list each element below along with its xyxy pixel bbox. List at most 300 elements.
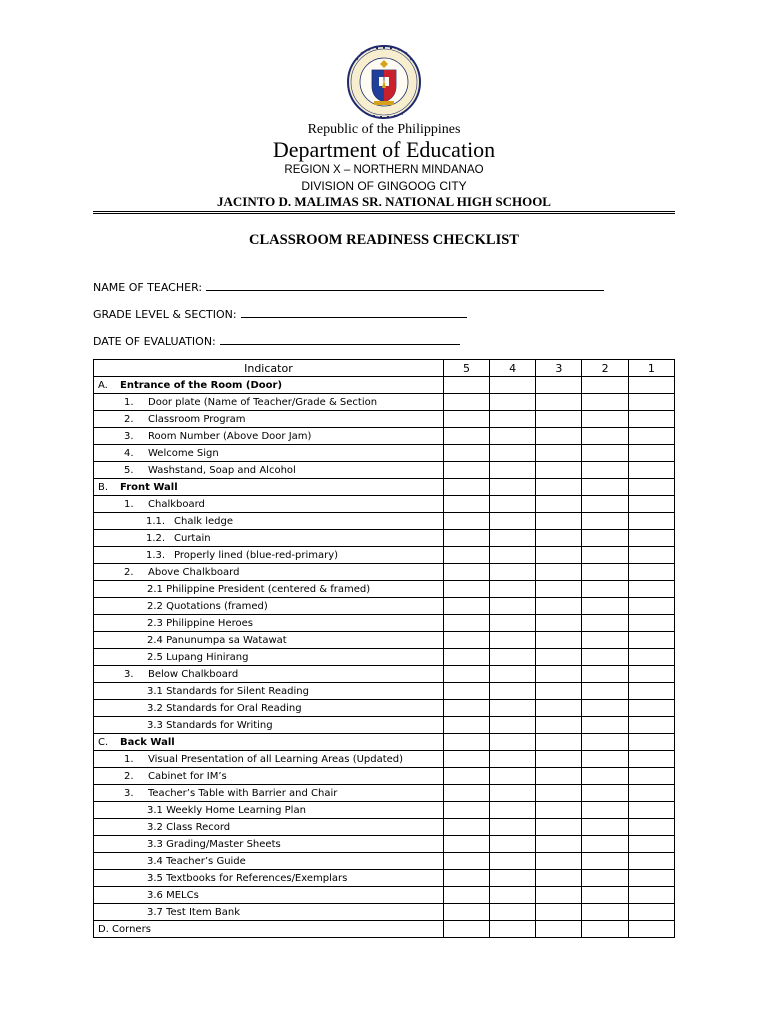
score-cell[interactable] — [443, 666, 489, 683]
score-cell[interactable] — [536, 445, 582, 462]
score-cell[interactable] — [443, 836, 489, 853]
indicator-cell — [94, 411, 444, 428]
score-cell[interactable] — [443, 802, 489, 819]
score-cell[interactable] — [490, 717, 536, 734]
indicator-cell — [94, 513, 444, 530]
table-row — [94, 564, 675, 581]
score-cell[interactable] — [490, 819, 536, 836]
indicator-cell — [94, 564, 444, 581]
score-cell[interactable] — [628, 377, 674, 394]
indicator-label: 2.5 Lupang Hinirang — [147, 651, 249, 663]
indicator-label: Door plate (Name of Teacher/Grade & Section — [148, 396, 378, 408]
score-cell[interactable] — [536, 564, 582, 581]
indicator-cell — [94, 751, 444, 768]
score-cell[interactable] — [443, 377, 489, 394]
score-cell[interactable] — [490, 564, 536, 581]
score-cell[interactable] — [628, 547, 674, 564]
score-cell[interactable] — [628, 513, 674, 530]
score-cell[interactable] — [628, 581, 674, 598]
indicator-cell — [94, 683, 444, 700]
score-cell[interactable] — [628, 445, 674, 462]
school-heading: JACINTO D. MALIMAS SR. NATIONAL HIGH SCHOOL — [217, 194, 551, 209]
indicator-cell — [94, 377, 444, 394]
score-cell[interactable] — [628, 479, 674, 496]
indicator-label: Classroom Program — [148, 413, 246, 425]
indicator-label: D. Corners — [98, 923, 151, 935]
score-cell[interactable] — [443, 394, 489, 411]
score-cell[interactable] — [536, 547, 582, 564]
score-cell[interactable] — [443, 649, 489, 666]
score-cell[interactable] — [628, 564, 674, 581]
score-cell[interactable] — [582, 530, 628, 547]
table-row — [94, 717, 675, 734]
score-cell[interactable] — [582, 768, 628, 785]
score-cell[interactable] — [490, 394, 536, 411]
score-cell[interactable] — [536, 632, 582, 649]
indicator-label: Curtain — [174, 532, 211, 544]
indicator-number: 2. — [124, 413, 134, 425]
score-cell[interactable] — [536, 666, 582, 683]
table-row — [94, 734, 675, 751]
indicator-label: 2.2 Quotations (framed) — [147, 600, 268, 612]
score-cell[interactable] — [536, 683, 582, 700]
table-row — [94, 649, 675, 666]
score-cell[interactable] — [536, 462, 582, 479]
grade-section-label: GRADE LEVEL & SECTION: — [93, 308, 237, 321]
score-cell[interactable] — [490, 615, 536, 632]
table-row — [94, 581, 675, 598]
score-cell[interactable] — [582, 428, 628, 445]
score-cell[interactable] — [536, 768, 582, 785]
score-cell[interactable] — [582, 666, 628, 683]
score-cell[interactable] — [582, 547, 628, 564]
score-cell[interactable] — [536, 717, 582, 734]
indicator-label: Welcome Sign — [148, 447, 219, 459]
indicator-cell — [94, 887, 444, 904]
score-cell[interactable] — [536, 836, 582, 853]
score-cell[interactable] — [628, 802, 674, 819]
indicator-label: 2.1 Philippine President (centered & framed) — [147, 583, 371, 595]
indicator-label: 3.5 Textbooks for References/Exemplars — [147, 872, 348, 884]
score-cell[interactable] — [628, 632, 674, 649]
indicator-label: Visual Presentation of all Learning Areas (Updated) — [148, 753, 404, 765]
indicator-cell — [94, 632, 444, 649]
division-heading: DIVISION OF GINGOOG CITY — [301, 179, 467, 193]
score-cell[interactable] — [628, 853, 674, 870]
table-row — [94, 887, 675, 904]
score-cell[interactable] — [443, 530, 489, 547]
score-cell[interactable] — [490, 734, 536, 751]
table-row — [94, 768, 675, 785]
table-row — [94, 632, 675, 649]
score-cell[interactable] — [582, 819, 628, 836]
table-row — [94, 598, 675, 615]
indicator-cell — [94, 853, 444, 870]
score-cell[interactable] — [628, 394, 674, 411]
teacher-name-field[interactable] — [93, 279, 604, 294]
score-cell[interactable] — [628, 836, 674, 853]
score-header: 1 — [628, 360, 674, 377]
score-cell[interactable] — [536, 870, 582, 887]
score-cell[interactable] — [582, 632, 628, 649]
indicator-cell — [94, 700, 444, 717]
table-row — [94, 921, 675, 938]
score-cell[interactable] — [582, 394, 628, 411]
score-cell[interactable] — [490, 411, 536, 428]
score-cell[interactable] — [628, 598, 674, 615]
score-cell[interactable] — [582, 887, 628, 904]
indicator-label: Chalkboard — [148, 498, 205, 510]
teacher-name-blank[interactable] — [206, 279, 604, 291]
table-row — [94, 700, 675, 717]
header-rule — [93, 211, 675, 212]
score-cell[interactable] — [536, 751, 582, 768]
score-cell[interactable] — [443, 819, 489, 836]
score-cell[interactable] — [628, 870, 674, 887]
score-cell[interactable] — [628, 496, 674, 513]
indicator-cell — [94, 785, 444, 802]
table-row — [94, 904, 675, 921]
score-cell[interactable] — [628, 615, 674, 632]
indicator-label: Washstand, Soap and Alcohol — [148, 464, 296, 476]
indicator-label: Teacher’s Table with Barrier and Chair — [148, 787, 338, 799]
score-cell[interactable] — [536, 904, 582, 921]
score-cell[interactable] — [628, 768, 674, 785]
indicator-label: 2.3 Philippine Heroes — [147, 617, 253, 629]
table-row — [94, 819, 675, 836]
indicator-number: C. — [98, 736, 109, 748]
score-cell[interactable] — [582, 462, 628, 479]
score-cell[interactable] — [628, 921, 674, 938]
score-cell[interactable] — [443, 700, 489, 717]
table-row — [94, 785, 675, 802]
indicator-number: 1.2. — [146, 532, 166, 544]
score-cell[interactable] — [628, 734, 674, 751]
indicator-number: 3. — [124, 430, 134, 442]
score-cell[interactable] — [443, 768, 489, 785]
score-cell[interactable] — [443, 870, 489, 887]
indicator-number: 1. — [124, 753, 134, 765]
score-cell[interactable] — [490, 853, 536, 870]
score-cell[interactable] — [628, 683, 674, 700]
score-cell[interactable] — [490, 751, 536, 768]
teacher-name-label: NAME OF TEACHER: — [93, 281, 203, 294]
indicator-label: 3.2 Standards for Oral Reading — [147, 702, 302, 714]
score-cell[interactable] — [443, 717, 489, 734]
score-cell[interactable] — [582, 751, 628, 768]
score-cell[interactable] — [490, 581, 536, 598]
indicator-cell — [94, 615, 444, 632]
score-cell[interactable] — [536, 479, 582, 496]
score-cell[interactable] — [628, 785, 674, 802]
indicator-number: B. — [98, 481, 109, 493]
score-cell[interactable] — [628, 666, 674, 683]
table-row — [94, 394, 675, 411]
score-cell[interactable] — [490, 785, 536, 802]
table-row — [94, 836, 675, 853]
score-cell[interactable] — [490, 666, 536, 683]
score-cell[interactable] — [582, 377, 628, 394]
indicator-cell — [94, 717, 444, 734]
score-cell[interactable] — [490, 632, 536, 649]
indicator-cell — [94, 581, 444, 598]
indicator-number: 1.3. — [146, 549, 166, 561]
score-cell[interactable] — [490, 377, 536, 394]
score-cell[interactable] — [628, 904, 674, 921]
checklist-table — [93, 359, 675, 938]
score-cell[interactable] — [443, 853, 489, 870]
indicator-cell — [94, 428, 444, 445]
score-cell[interactable] — [443, 632, 489, 649]
score-cell[interactable] — [443, 428, 489, 445]
table-row — [94, 479, 675, 496]
score-cell[interactable] — [582, 700, 628, 717]
score-cell[interactable] — [628, 411, 674, 428]
evaluation-date-label: DATE OF EVALUATION: — [93, 335, 216, 348]
indicator-cell — [94, 904, 444, 921]
table-row — [94, 530, 675, 547]
republic-heading: Republic of the Philippines — [307, 122, 461, 137]
score-cell[interactable] — [490, 445, 536, 462]
score-cell[interactable] — [490, 870, 536, 887]
header-rule — [93, 213, 675, 214]
indicator-label: 3.4 Teacher’s Guide — [147, 855, 246, 867]
score-cell[interactable] — [443, 513, 489, 530]
indicator-label: Front Wall — [120, 481, 178, 493]
indicator-number: 5. — [124, 464, 134, 476]
indicator-cell — [94, 496, 444, 513]
indicator-label: Chalk ledge — [174, 515, 233, 527]
indicator-cell — [94, 870, 444, 887]
score-cell[interactable] — [536, 700, 582, 717]
indicator-number: 2. — [124, 566, 134, 578]
score-cell[interactable] — [628, 819, 674, 836]
indicator-label: 3.1 Standards for Silent Reading — [147, 685, 309, 697]
score-cell[interactable] — [536, 377, 582, 394]
indicator-label: Properly lined (blue-red-primary) — [174, 549, 339, 561]
score-cell[interactable] — [628, 887, 674, 904]
indicator-label: 3.6 MELCs — [147, 889, 199, 901]
score-cell[interactable] — [490, 802, 536, 819]
score-cell[interactable] — [536, 394, 582, 411]
score-cell[interactable] — [490, 513, 536, 530]
table-row — [94, 411, 675, 428]
score-cell[interactable] — [536, 428, 582, 445]
score-header: 3 — [536, 360, 582, 377]
score-cell[interactable] — [490, 462, 536, 479]
score-cell[interactable] — [582, 802, 628, 819]
score-cell[interactable] — [536, 513, 582, 530]
score-cell[interactable] — [536, 921, 582, 938]
indicator-label: Above Chalkboard — [148, 566, 240, 578]
score-cell[interactable] — [582, 717, 628, 734]
score-cell[interactable] — [443, 564, 489, 581]
score-cell[interactable] — [582, 683, 628, 700]
score-cell[interactable] — [490, 649, 536, 666]
score-cell[interactable] — [490, 496, 536, 513]
score-cell[interactable] — [490, 700, 536, 717]
score-cell[interactable] — [536, 887, 582, 904]
indicator-cell — [94, 819, 444, 836]
table-row — [94, 870, 675, 887]
indicator-number: 3. — [124, 787, 134, 799]
score-cell[interactable] — [628, 530, 674, 547]
indicator-label: Entrance of the Room (Door) — [120, 379, 283, 391]
score-cell[interactable] — [582, 921, 628, 938]
score-cell[interactable] — [536, 581, 582, 598]
indicator-cell — [94, 479, 444, 496]
department-heading: Department of Education — [272, 137, 496, 162]
score-cell[interactable] — [628, 428, 674, 445]
score-cell[interactable] — [443, 751, 489, 768]
score-cell[interactable] — [490, 921, 536, 938]
evaluation-date-blank[interactable] — [220, 333, 460, 345]
indicator-number: 4. — [124, 447, 134, 459]
score-cell[interactable] — [582, 836, 628, 853]
score-cell[interactable] — [490, 479, 536, 496]
grade-section-blank[interactable] — [241, 306, 467, 318]
score-cell[interactable] — [443, 734, 489, 751]
score-cell[interactable] — [582, 496, 628, 513]
score-cell[interactable] — [582, 581, 628, 598]
indicator-label: Room Number (Above Door Jam) — [148, 430, 312, 442]
score-cell[interactable] — [490, 904, 536, 921]
score-cell[interactable] — [628, 462, 674, 479]
score-cell[interactable] — [443, 615, 489, 632]
score-cell[interactable] — [628, 717, 674, 734]
indicator-label: 3.3 Grading/Master Sheets — [147, 838, 281, 850]
indicator-cell — [94, 802, 444, 819]
score-cell[interactable] — [443, 785, 489, 802]
score-cell[interactable] — [443, 496, 489, 513]
score-cell[interactable] — [443, 683, 489, 700]
indicator-cell — [94, 547, 444, 564]
region-heading: REGION X – NORTHERN MINDANAO — [284, 164, 484, 176]
score-cell[interactable] — [490, 768, 536, 785]
score-cell[interactable] — [443, 462, 489, 479]
table-row — [94, 853, 675, 870]
indicator-cell — [94, 445, 444, 462]
table-row — [94, 377, 675, 394]
table-row — [94, 462, 675, 479]
indicator-number: 2. — [124, 770, 134, 782]
score-cell[interactable] — [443, 547, 489, 564]
score-cell[interactable] — [536, 649, 582, 666]
grade-section-field[interactable] — [93, 306, 467, 321]
table-row — [94, 666, 675, 683]
score-cell[interactable] — [490, 836, 536, 853]
indicator-label: 3.3 Standards for Writing — [147, 719, 273, 731]
indicator-label: Back Wall — [120, 736, 175, 748]
score-header: 5 — [443, 360, 489, 377]
indicator-label: Cabinet for IM’s — [148, 770, 227, 782]
table-row — [94, 683, 675, 700]
score-cell[interactable] — [490, 547, 536, 564]
indicator-number: 1. — [124, 498, 134, 510]
score-cell[interactable] — [490, 887, 536, 904]
score-cell[interactable] — [582, 411, 628, 428]
score-cell[interactable] — [443, 445, 489, 462]
indicator-cell — [94, 734, 444, 751]
indicator-label: 3.7 Test Item Bank — [147, 906, 241, 918]
indicator-cell — [94, 768, 444, 785]
indicator-label: 3.2 Class Record — [147, 821, 231, 833]
score-cell[interactable] — [443, 479, 489, 496]
score-cell[interactable] — [536, 819, 582, 836]
score-cell[interactable] — [536, 734, 582, 751]
score-cell[interactable] — [536, 530, 582, 547]
score-cell[interactable] — [490, 598, 536, 615]
score-cell[interactable] — [536, 785, 582, 802]
score-cell[interactable] — [582, 513, 628, 530]
score-cell[interactable] — [536, 496, 582, 513]
score-cell[interactable] — [490, 428, 536, 445]
table-row — [94, 513, 675, 530]
score-cell[interactable] — [443, 921, 489, 938]
indicator-cell — [94, 649, 444, 666]
indicator-header: Indicator — [94, 360, 444, 377]
evaluation-date-field[interactable] — [93, 333, 460, 348]
indicator-number: 3. — [124, 668, 134, 680]
score-cell[interactable] — [443, 887, 489, 904]
score-cell[interactable] — [490, 530, 536, 547]
indicator-cell — [94, 598, 444, 615]
score-header: 4 — [490, 360, 536, 377]
score-cell[interactable] — [582, 479, 628, 496]
indicator-number: 1.1. — [146, 515, 166, 527]
table-row — [94, 751, 675, 768]
indicator-cell — [94, 836, 444, 853]
score-cell[interactable] — [582, 598, 628, 615]
table-row — [94, 445, 675, 462]
indicator-cell — [94, 530, 444, 547]
score-cell[interactable] — [582, 445, 628, 462]
score-cell[interactable] — [582, 649, 628, 666]
indicator-cell — [94, 921, 444, 938]
score-cell[interactable] — [490, 683, 536, 700]
score-cell[interactable] — [443, 581, 489, 598]
score-cell[interactable] — [582, 734, 628, 751]
score-cell[interactable] — [443, 904, 489, 921]
page-title: CLASSROOM READINESS CHECKLIST — [249, 232, 519, 248]
score-cell[interactable] — [582, 853, 628, 870]
score-cell[interactable] — [536, 853, 582, 870]
score-cell[interactable] — [536, 411, 582, 428]
table-row — [94, 428, 675, 445]
deped-seal-logo — [346, 44, 422, 120]
indicator-label: 3.1 Weekly Home Learning Plan — [147, 804, 306, 816]
indicator-number: 1. — [124, 396, 134, 408]
score-cell[interactable] — [582, 615, 628, 632]
score-cell[interactable] — [582, 564, 628, 581]
score-cell[interactable] — [628, 751, 674, 768]
indicator-label: 2.4 Panunumpa sa Watawat — [147, 634, 287, 646]
score-cell[interactable] — [628, 649, 674, 666]
score-cell[interactable] — [536, 598, 582, 615]
indicator-label: Below Chalkboard — [148, 668, 239, 680]
score-cell[interactable] — [582, 870, 628, 887]
table-header-row — [94, 360, 675, 377]
score-cell[interactable] — [536, 802, 582, 819]
score-cell[interactable] — [443, 411, 489, 428]
score-cell[interactable] — [582, 785, 628, 802]
score-cell[interactable] — [628, 700, 674, 717]
indicator-cell — [94, 462, 444, 479]
indicator-number: A. — [98, 379, 108, 391]
score-cell[interactable] — [582, 904, 628, 921]
score-cell[interactable] — [443, 598, 489, 615]
score-cell[interactable] — [536, 615, 582, 632]
